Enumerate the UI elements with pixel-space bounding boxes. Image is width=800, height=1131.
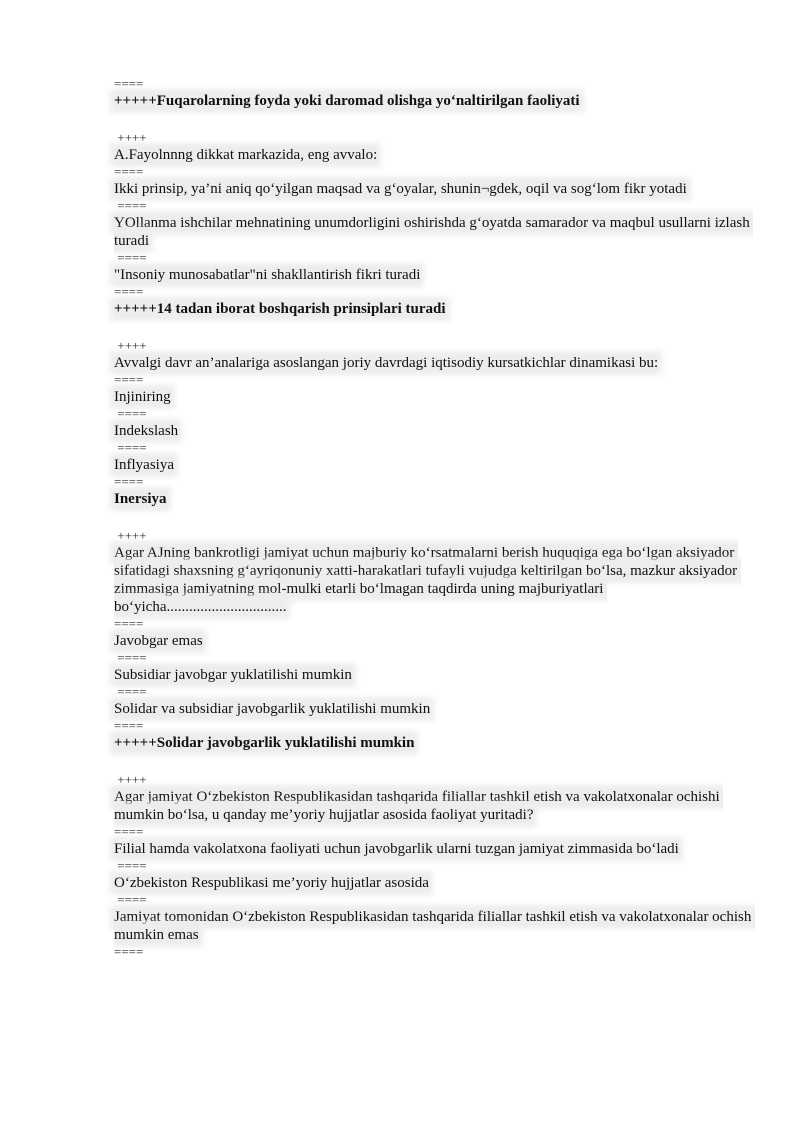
separator-marker: ++++ <box>114 528 147 543</box>
separator-marker: ++++ <box>114 772 147 787</box>
text-line: Injiniring <box>114 389 171 405</box>
text-line: A.Fayolnnng dikkat markazida, eng avvalo: <box>114 147 378 163</box>
document-page <box>114 76 754 960</box>
text-line: Agar AJning bankrotligi jamiyat uchun majburiy ko‘rsatmalarni berish huquqiga ega bo‘lgan aksiyador sifatidagi shaxsning g‘ayriqonuniy xatti-harakatlari tufayli vujudga keltirilgan bo‘lsa, mazkur aksiyador zimmasiga jamiyatning mol-mulki etarli bo‘lmagan taqdirda uning majburiyatlari bo‘yicha................................ <box>114 545 741 615</box>
text-line: Solidar va subsidiar javobgarlik yuklatilishi mumkin <box>114 701 431 717</box>
text-line: Inflyasiya <box>114 457 174 473</box>
separator-marker: ++++ <box>114 338 147 353</box>
block-spacer <box>114 318 754 338</box>
text-line: Agar jamiyat O‘zbekiston Respublikasidan tashqarida filiallar tashkil etish va vakolatxonalar ochishi mumkin bo‘lsa, u qanday me’yoriy hujjatlar asosida faoliyat yuritadi? <box>114 789 724 823</box>
separator-marker: ==== <box>114 198 147 213</box>
separator-marker: ++++ <box>114 130 147 145</box>
separator-marker: ==== <box>114 474 144 489</box>
text-line: Javobgar emas <box>114 633 203 649</box>
separator-marker: ==== <box>114 944 144 959</box>
separator-marker: ==== <box>114 250 147 265</box>
block-spacer <box>114 508 754 528</box>
separator-marker: ==== <box>114 892 147 907</box>
text-line: O‘zbekiston Respublikasi me’yoriy hujjatlar asosida <box>114 875 429 891</box>
text-line: Indekslash <box>114 423 179 439</box>
separator-marker: ==== <box>114 858 147 873</box>
separator-marker: ==== <box>114 284 144 299</box>
separator-marker: ==== <box>114 718 144 733</box>
separator-marker: ==== <box>114 616 144 631</box>
separator-marker: ==== <box>114 684 147 699</box>
text-line: Ikki prinsip, ya’ni aniq qo‘yilgan maqsad va g‘oyalar, shunin¬gdek, oqil va sog‘lom fikr yotadi <box>114 181 687 197</box>
block-spacer <box>114 110 754 130</box>
answer-heading: +++++Solidar javobgarlik yuklatilishi mumkin <box>114 735 415 751</box>
separator-marker: ==== <box>114 440 147 455</box>
separator-marker: ==== <box>114 164 144 179</box>
separator-marker: ==== <box>114 406 147 421</box>
text-line: Subsidiar javobgar yuklatilishi mumkin <box>114 667 352 683</box>
answer-heading: +++++Fuqarolarning foyda yoki daromad olishga yo‘naltirilgan faoliyati <box>114 93 580 109</box>
text-line: Jamiyat tomonidan O‘zbekiston Respublikasidan tashqarida filiallar tashkil etish va vakolatxonalar ochish mumkin emas <box>114 909 756 943</box>
text-line: Filial hamda vakolatxona faoliyati uchun javobgarlik ularni tuzgan jamiyat zimmasida bo‘ladi <box>114 841 679 857</box>
answer-heading: +++++14 tadan iborat boshqarish prinsiplari turadi <box>114 301 446 317</box>
answer-heading: Inersiya <box>114 491 167 507</box>
separator-marker: ==== <box>114 372 144 387</box>
text-line: Avvalgi davr an’analariga asoslangan joriy davrdagi iqtisodiy kursatkichlar dinamikasi bu: <box>114 355 659 371</box>
block-spacer <box>114 752 754 772</box>
text-line: YOllanma ishchilar mehnatining unumdorligini oshirishda g‘oyatda samarador va maqbul usullarni izlash turadi <box>114 215 754 249</box>
separator-marker: ==== <box>114 76 144 91</box>
separator-marker: ==== <box>114 824 144 839</box>
separator-marker: ==== <box>114 650 147 665</box>
text-line: "Insoniy munosabatlar"ni shakllantirish fikri turadi <box>114 267 421 283</box>
